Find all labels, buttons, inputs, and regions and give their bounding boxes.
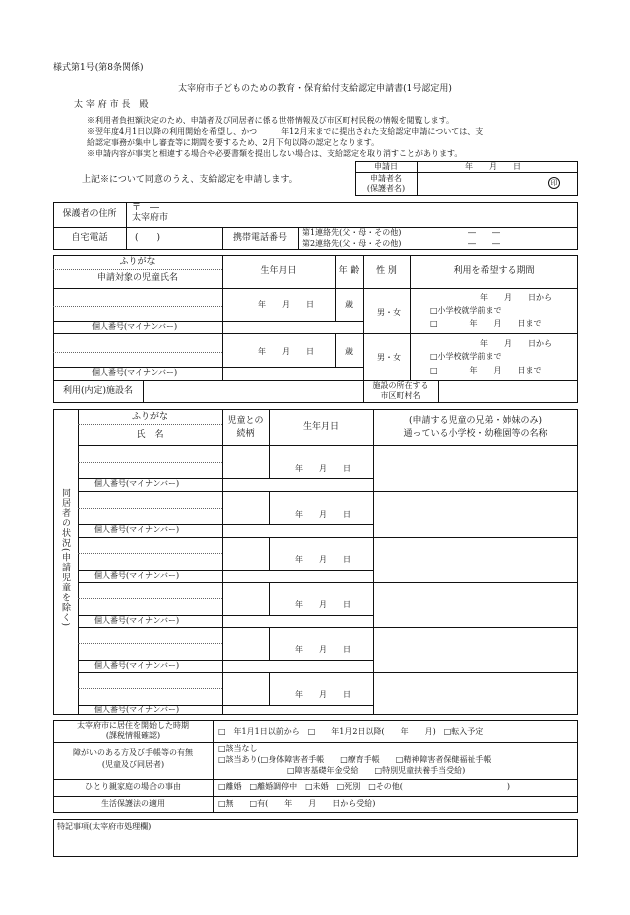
disability-label: 障がいのある方及び手帳等の有無 — [73, 748, 193, 757]
applicant-name-label: 申請者名 — [370, 174, 402, 183]
note-2: ※翌年度4月1日以降の利用開始を希望し、かつ 年12月末までに提出された支給認定申請については、支 — [87, 127, 484, 136]
postal-mark: 〒 ― — [132, 203, 160, 213]
member-6-dob[interactable]: 年 月 日 — [295, 690, 351, 699]
addressee: 太 宰 府 市 長 殿 — [74, 100, 149, 110]
disability-label-2: (児童及び同居者) — [101, 760, 165, 769]
applicant-name-label-2: (保護者名) — [366, 184, 406, 193]
member-3-dob[interactable]: 年 月 日 — [295, 555, 351, 564]
sex-header: 性 別 — [376, 266, 397, 276]
guardian-address-label: 保護者の住所 — [62, 209, 117, 219]
note-4: ※申請内容が事実と相違する場合や必要書類を提出しない場合は、支給認定を取り消すことがあります。 — [87, 149, 463, 158]
dob-header: 生年月日 — [260, 266, 297, 276]
child-name-header: 申請対象の児童氏名 — [96, 273, 178, 283]
single-parent-label: ひとり親家庭の場合の事由 — [85, 782, 181, 791]
child-1-option-until[interactable]: □ 年 月 日まで — [430, 319, 542, 328]
child-2-mynumber-label: 個人番号(マイナンバー) — [92, 368, 178, 377]
household-side-label: 同居者の状況(申請児童を除く) — [60, 488, 70, 628]
child-2-dob[interactable]: 年 月 日 — [258, 347, 314, 356]
period-header: 利用を希望する期間 — [453, 266, 535, 276]
residence-label: 太宰府市に居住を開始した時期 — [77, 721, 189, 730]
form-title: 太宰府市子どものための教育・保育給付支給認定申請書(1号認定用) — [178, 84, 452, 94]
remarks-label: 特記事項(太宰府市処理欄) — [57, 822, 152, 831]
member-5-dob[interactable]: 年 月 日 — [295, 645, 351, 654]
child-1-age[interactable]: 歳 — [345, 300, 353, 309]
welfare-options[interactable]: □無 □有( 年 月 日から受給) — [218, 799, 376, 808]
applicant-name-field[interactable] — [420, 174, 540, 194]
child-2-option-until[interactable]: □ 年 月 日まで — [430, 366, 542, 375]
facility-field[interactable] — [146, 382, 360, 401]
contact-2: 第2連絡先(父・母・その他) — [302, 239, 402, 248]
child-2-from[interactable]: 年 月 日から — [480, 339, 552, 348]
mobile-label: 携帯電話番号 — [232, 233, 287, 243]
child-1-from[interactable]: 年 月 日から — [480, 293, 552, 302]
child-1-option-preschool[interactable]: □小学校就学前まで — [430, 306, 502, 315]
child-2-age[interactable]: 歳 — [345, 347, 353, 356]
relation-header: 児童との — [227, 416, 264, 426]
member-4-dob[interactable]: 年 月 日 — [295, 600, 351, 609]
member-2-mynumber-label: 個人番号(マイナンバー) — [94, 525, 180, 534]
application-date-field[interactable]: 年 月 日 — [465, 162, 521, 171]
seal-mark: 印 — [548, 177, 560, 189]
welfare-label: 生活保護法の適用 — [101, 799, 165, 808]
member-1-mynumber-label: 個人番号(マイナンバー) — [94, 479, 180, 488]
facility-city-label: 施設の所在する — [372, 381, 429, 390]
child-2-name-field[interactable] — [55, 336, 220, 366]
note-3: 給認定事務が集中し審査等に期間を要するため、2月下旬以降の認定となります。 — [87, 138, 380, 147]
child-1-dob[interactable]: 年 月 日 — [258, 300, 314, 309]
age-header: 年 齢 — [338, 266, 360, 276]
member-3-mynumber-label: 個人番号(マイナンバー) — [94, 571, 180, 580]
contact-1-number[interactable]: ― ― — [468, 228, 500, 237]
furigana-header: ふりがな — [119, 257, 156, 267]
school-header-2: 通っている小学校・幼稚園等の名称 — [403, 429, 548, 439]
household-furigana-header: ふりがな — [131, 412, 168, 422]
disability-yes-checkbox[interactable]: □該当あり(□身体障害者手帳 □療育手帳 □精神障害者保健福祉手帳 — [218, 755, 492, 764]
application-date-label: 申請日 — [374, 162, 398, 171]
residence-label-2: (課税情報確認) — [105, 731, 161, 740]
facility-city-label-2: 市区町村名 — [380, 391, 421, 400]
child-1-name-field[interactable] — [55, 290, 220, 320]
guardian-address-field[interactable] — [180, 204, 570, 226]
disability-none-checkbox[interactable]: □該当なし — [218, 744, 258, 753]
child-1-sex[interactable]: 男・女 — [377, 308, 401, 317]
consent-text: 上記※について同意のうえ、支給認定を申請します。 — [82, 175, 298, 185]
contact-2-number[interactable]: ― ― — [468, 239, 500, 248]
member-4-mynumber-label: 個人番号(マイナンバー) — [94, 616, 180, 625]
household-dob-header: 生年月日 — [302, 422, 339, 432]
residence-options[interactable]: □ 年1月1日以前から □ 年1月2日以降( 年 月) □転入予定 — [218, 727, 484, 736]
relation-header-2: 続柄 — [236, 429, 255, 439]
member-6-mynumber-label: 個人番号(マイナンバー) — [94, 705, 180, 714]
child-1-mynumber-label: 個人番号(マイナンバー) — [92, 322, 178, 331]
note-1: ※利用者負担額決定のため、申請者及び同居者に係る世帯情報及び市区町村民税の情報を閲覧します。 — [87, 116, 455, 125]
child-2-option-preschool[interactable]: □小学校就学前まで — [430, 352, 502, 361]
single-parent-options[interactable]: □離婚 □離婚調停中 □未婚 □死別 □その他( ) — [218, 782, 511, 791]
member-5-mynumber-label: 個人番号(マイナンバー) — [94, 661, 180, 670]
contact-1: 第1連絡先(父・母・その他) — [302, 228, 402, 237]
household-name-header: 氏 名 — [136, 430, 164, 440]
disability-yes-options-2[interactable]: □障害基礎年金受給 □特別児童扶養手当受給) — [287, 766, 466, 775]
home-phone-label: 自宅電話 — [71, 233, 108, 243]
child-2-sex[interactable]: 男・女 — [377, 353, 401, 362]
member-1-dob[interactable]: 年 月 日 — [295, 464, 351, 473]
facility-label: 利用(内定)施設名 — [62, 386, 134, 396]
home-phone-field[interactable]: ( ) — [135, 233, 161, 243]
city-name: 太宰府市 — [132, 213, 169, 223]
form-number: 様式第1号(第8条関係) — [53, 63, 144, 73]
facility-city-field[interactable] — [441, 382, 575, 401]
school-header-1: (申請する児童の兄弟・姉妹のみ) — [408, 416, 543, 426]
member-2-dob[interactable]: 年 月 日 — [295, 510, 351, 519]
